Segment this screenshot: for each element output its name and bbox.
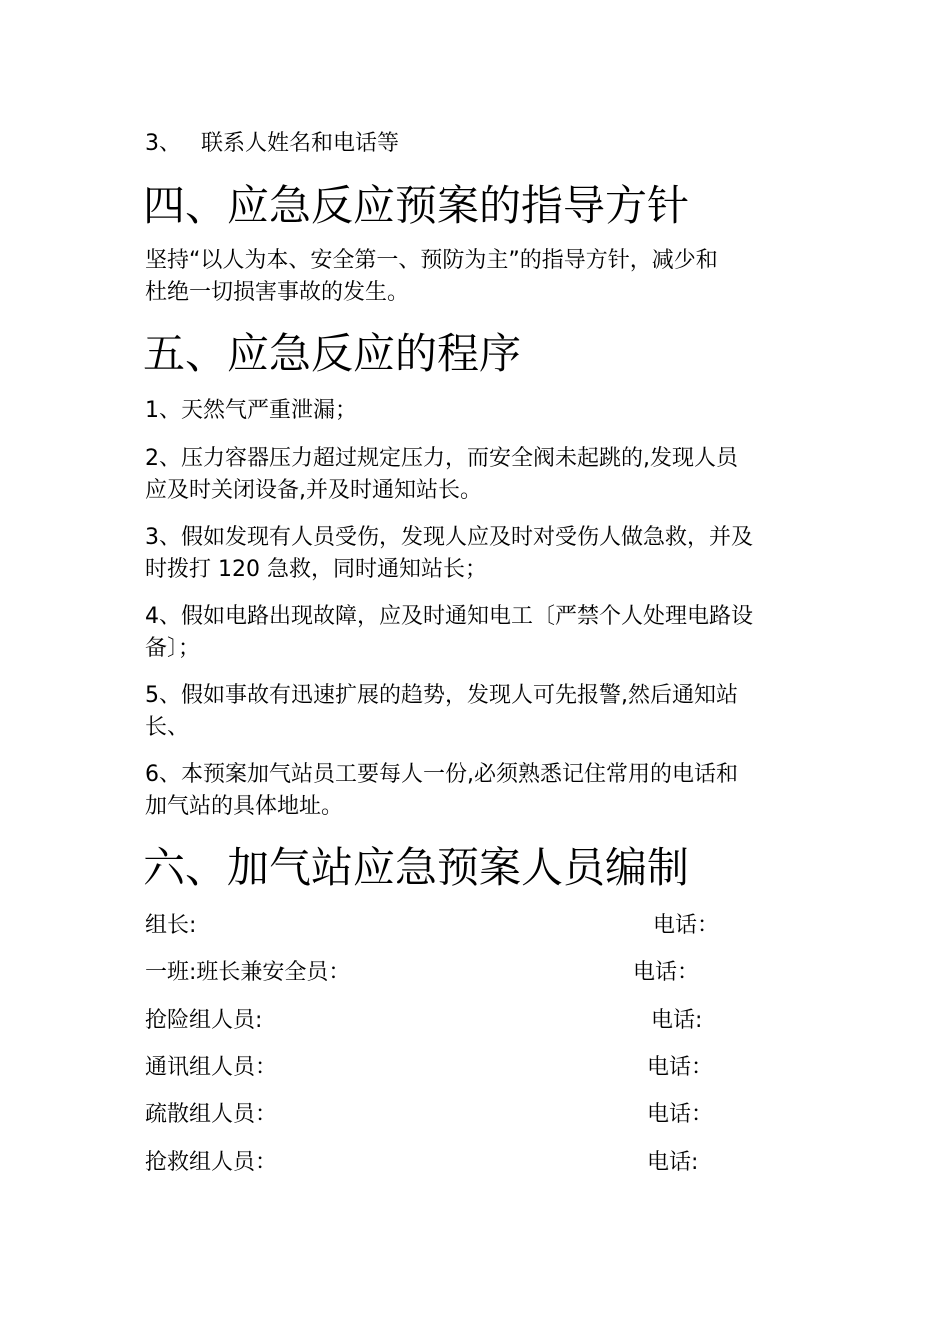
procedure-item-3: 3、假如发现有人员受伤，发现人应及时对受伤人做急救，并及 xyxy=(145,525,753,550)
staff-row-label: 抢救组人员： xyxy=(145,1150,278,1175)
staff-row-label: 组长: xyxy=(145,913,197,938)
staff-row-phone: 电话： xyxy=(647,1055,714,1080)
procedure-item-4: 4、假如电路出现故障，应及时通知电工〔严禁个人处理电路设 xyxy=(145,604,753,629)
procedure-item-2-cont: 应及时关闭设备,并及时通知站长。 xyxy=(145,478,482,503)
section4-heading: 四、应急反应预案的指导方针 xyxy=(143,181,690,230)
staff-row-phone: 电话： xyxy=(633,960,700,985)
procedure-item-6: 6、本预案加气站员工要每人一份,必须熟悉记住常用的电话和 xyxy=(145,762,738,787)
intro-item-number: 3、 xyxy=(145,131,181,156)
section4-paragraph-line: 杜绝一切损害事故的发生。 xyxy=(145,280,410,305)
staff-row-label: 通讯组人员： xyxy=(145,1055,278,1080)
staff-row-phone: 电话： xyxy=(647,1102,714,1127)
procedure-item-3-cont: 时拨打 120 急救，同时通知站长； xyxy=(145,557,487,582)
staff-row-label: 一班:班长兼安全员： xyxy=(145,960,351,985)
staff-row-label: 抢险组人员: xyxy=(145,1008,263,1033)
procedure-item-5-cont: 长、 xyxy=(145,715,190,740)
procedure-item-2: 2、压力容器压力超过规定压力，而安全阀未起跳的,发现人员 xyxy=(145,446,738,471)
procedure-item-6-cont: 加气站的具体地址。 xyxy=(145,794,344,819)
intro-item-text: 联系人姓名和电话等 xyxy=(201,131,400,156)
section5-heading: 五、应急反应的程序 xyxy=(143,329,522,378)
procedure-item-5: 5、假如事故有迅速扩展的趋势，发现人可先报警,然后通知站 xyxy=(145,683,738,708)
procedure-item-1: 1、天然气严重泄漏； xyxy=(145,398,357,423)
staff-row-label: 疏散组人员： xyxy=(145,1102,278,1127)
staff-row-phone: 电话: xyxy=(651,1008,703,1033)
section6-heading: 六、加气站应急预案人员编制 xyxy=(143,843,690,892)
staff-row-phone: 电话： xyxy=(653,913,720,938)
section4-paragraph-line: 坚持“以人为本、安全第一、预防为主”的指导方针，减少和 xyxy=(145,248,718,273)
procedure-item-4-cont: 备〕； xyxy=(145,636,201,661)
staff-row-phone: 电话: xyxy=(647,1150,699,1175)
